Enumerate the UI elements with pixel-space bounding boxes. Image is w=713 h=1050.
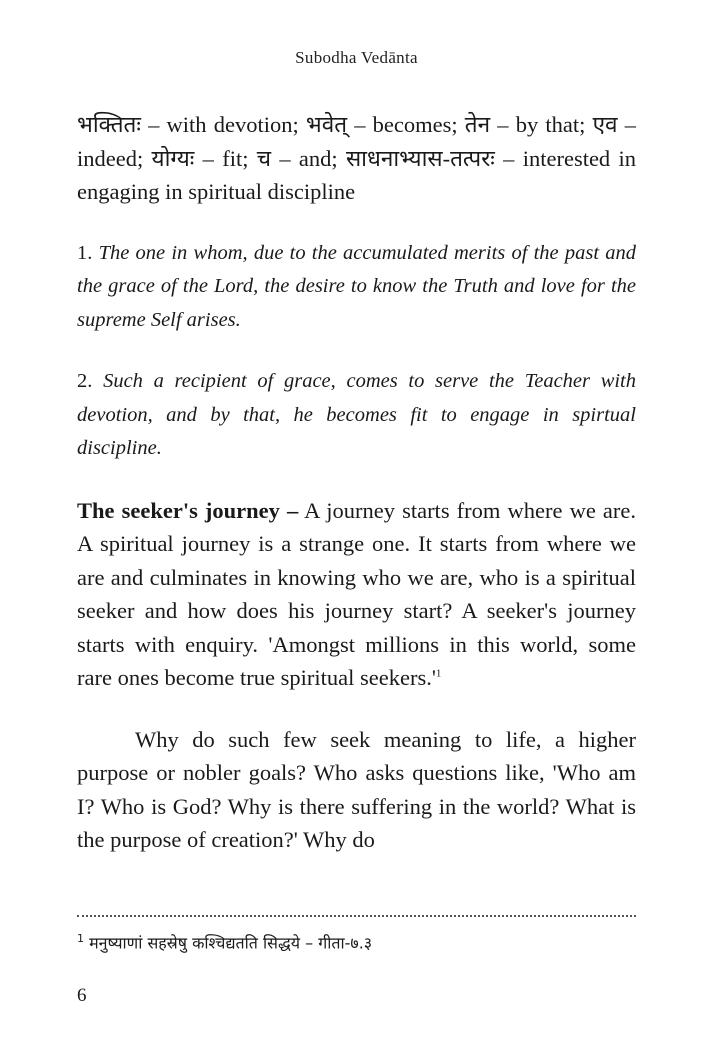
footnote-marker: 1: [77, 932, 84, 945]
footnote: [77, 928, 636, 954]
verse-translation: Such a recipient of grace, comes to serve the Teacher with devotion, and by that, he becomes fit to engage in spirtual discipline.: [77, 370, 637, 459]
verse-number: 1.: [77, 241, 93, 264]
footnote-text: मनुष्याणां सहस्रेषु कश्चिद्यतति सिद्धये – गीता-७.३: [89, 933, 373, 953]
word-gloss: भक्तितः – with devotion; भवेत् – becomes; तेन – by that; एव – indeed; योग्यः – fit; च – and; साधनाभ्यास-तत्परः – interested in engaging in spiritual discipline: [77, 112, 636, 204]
footnote-divider: [77, 915, 636, 917]
translation-verse-1: [77, 237, 636, 338]
running-head: Subodha Vedānta: [295, 48, 418, 67]
footnote-reference[interactable]: 1: [435, 667, 442, 680]
page-number: 6: [77, 985, 87, 1006]
body-paragraph: Why do such few seek meaning to life, a higher purpose or nobler goals? Who asks questions like, 'Who am I? Who is God? Why is there suffering in the world? What is the purpose of creation?' Why do: [77, 726, 636, 852]
verse-number: 2.: [77, 370, 93, 392]
section-paragraph: [77, 494, 636, 695]
translation-verse-2: [77, 365, 636, 466]
section-heading: The seeker's journey –: [77, 497, 299, 523]
paragraph-text: A journey starts from where we are. A spiritual journey is a strange one. It starts from where we are and culminates in knowing who we are, who is a spiritual seeker and how does his journey start? A seeker's journey starts with enquiry. 'Amongst millions in this world, some rare ones become true spiritual seekers.': [77, 497, 636, 690]
body-text: [77, 108, 636, 857]
verse-translation: The one in whom, due to the accumulated merits of the past and the grace of the Lord, the desire to know the Truth and love for the supreme Self arises.: [77, 241, 636, 331]
book-page: [77, 0, 636, 1050]
